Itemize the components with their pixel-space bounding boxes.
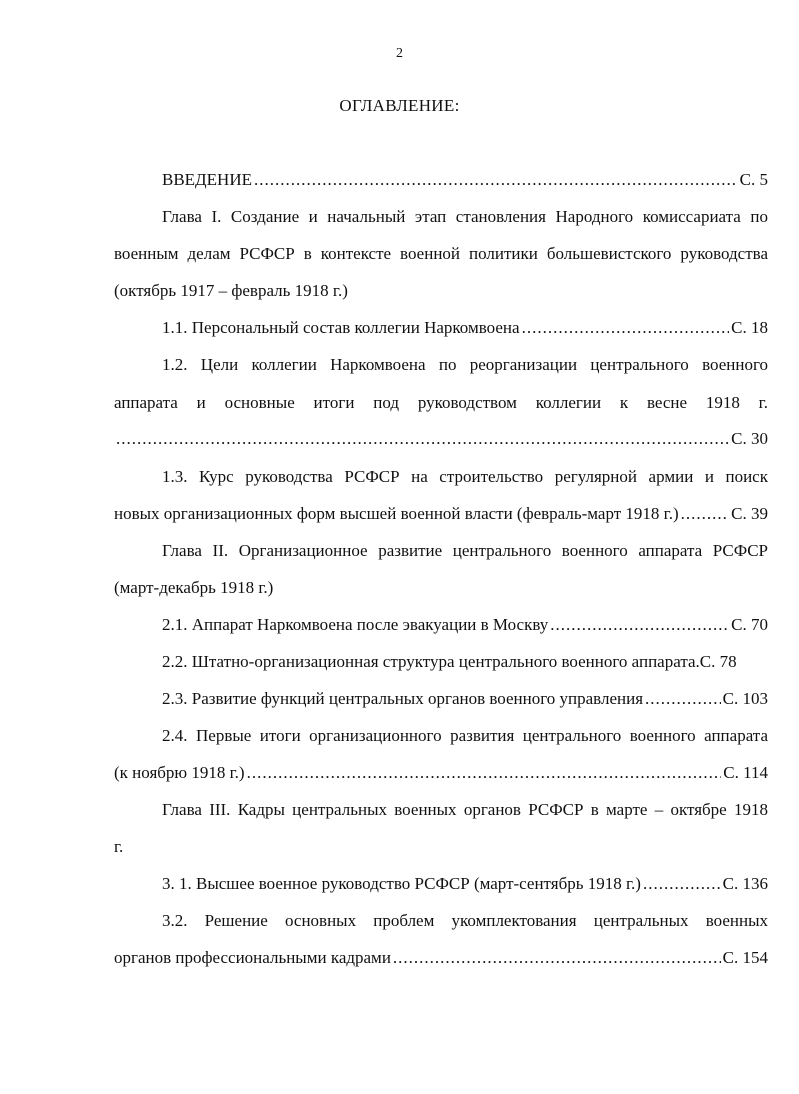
toc-entry-text: органов профессиональными кадрами <box>114 948 391 967</box>
toc-entry-text: 1.1. Персональный состав коллегии Наркомвоена <box>162 318 520 337</box>
toc-page-ref: С. 103 <box>722 689 768 708</box>
dot-leader <box>522 316 730 340</box>
toc-entry-1-3-line1: 1.3. Курс руководства РСФСР на строительство регулярной армии и поиск <box>162 467 768 486</box>
toc-entry-text: 2.2. Штатно-организационная структура центрального военного аппарата. <box>162 652 700 671</box>
toc-entry-text: новых организационных форм высшей военной власти (февраль-март 1918 г.) <box>114 504 679 523</box>
toc-entry-1-2-leader <box>114 427 768 451</box>
toc-page-ref: С. 39 <box>731 504 768 523</box>
toc-entry-1-3-line2 <box>114 502 768 526</box>
toc-entry-3-2-line1: 3.2. Решение основных проблем укомплектования центральных военных <box>162 911 768 930</box>
toc-entry-3-1 <box>162 872 768 896</box>
toc-page-ref: С. 154 <box>722 948 768 967</box>
toc-entry-2-1 <box>162 613 768 637</box>
toc-entry-1-2-line1: 1.2. Цели коллегии Наркомвоена по реорганизации центрального военного <box>162 355 768 374</box>
dot-leader <box>550 613 729 637</box>
toc-page-ref: С. 136 <box>722 874 768 893</box>
toc-entry-text: (к ноябрю 1918 г.) <box>114 763 245 782</box>
dot-leader <box>254 168 738 192</box>
toc-entry-2-4-line1: 2.4. Первые итоги организационного развития центрального военного аппарата <box>162 726 768 745</box>
toc-chapter-2-line2: (март-декабрь 1918 г.) <box>114 578 274 597</box>
toc-entry-3-2-line2 <box>114 946 768 970</box>
toc-page-ref: С. 70 <box>731 615 768 634</box>
dot-leader <box>393 946 721 970</box>
dot-leader <box>247 761 722 785</box>
page-number: 2 <box>396 46 403 61</box>
toc-page-ref: С. 30 <box>731 429 768 448</box>
toc-entry-2-2 <box>162 650 768 674</box>
dot-leader <box>116 427 729 451</box>
toc-entry-1-2-line2: аппарата и основные итоги под руководством коллегии к весне 1918 г. <box>114 393 768 412</box>
toc-entry-2-4-line2 <box>114 761 768 785</box>
toc-chapter-2-line1: Глава II. Организационное развитие центрального военного аппарата РСФСР <box>162 541 768 560</box>
dot-leader <box>643 872 721 896</box>
dot-leader <box>681 502 730 526</box>
page-title: ОГЛАВЛЕНИЕ: <box>339 96 460 115</box>
toc-entry-2-3 <box>162 687 768 711</box>
toc-page-ref: С. 78 <box>699 652 737 671</box>
toc-entry-text: 3. 1. Высшее военное руководство РСФСР (март-сентябрь 1918 г.) <box>162 874 641 893</box>
toc-page-ref: С. 18 <box>731 318 768 337</box>
toc-chapter-1-line3: (октябрь 1917 – февраль 1918 г.) <box>114 281 348 300</box>
toc-chapter-3-line1: Глава III. Кадры центральных военных органов РСФСР в марте – октябре 1918 <box>162 800 768 819</box>
toc-entry-introduction <box>162 168 768 192</box>
toc-entry-text: 2.3. Развитие функций центральных органов военного управления <box>162 689 644 708</box>
toc-entry-text: ВВЕДЕНИЕ <box>162 170 252 189</box>
toc-chapter-1-line2: военным делам РСФСР в контексте военной политики большевистского руководства <box>114 244 768 263</box>
toc-chapter-3-line2: г. <box>114 837 124 856</box>
toc-page-ref: С. 114 <box>723 763 768 782</box>
toc-chapter-1-line1: Глава I. Создание и начальный этап становления Народного комиссариата по <box>162 207 768 226</box>
dot-leader <box>645 687 721 711</box>
toc-entry-1-1 <box>162 316 768 340</box>
toc-entry-text: 2.1. Аппарат Наркомвоена после эвакуации в Москву <box>162 615 549 634</box>
toc-page-ref: С. 5 <box>739 170 768 189</box>
